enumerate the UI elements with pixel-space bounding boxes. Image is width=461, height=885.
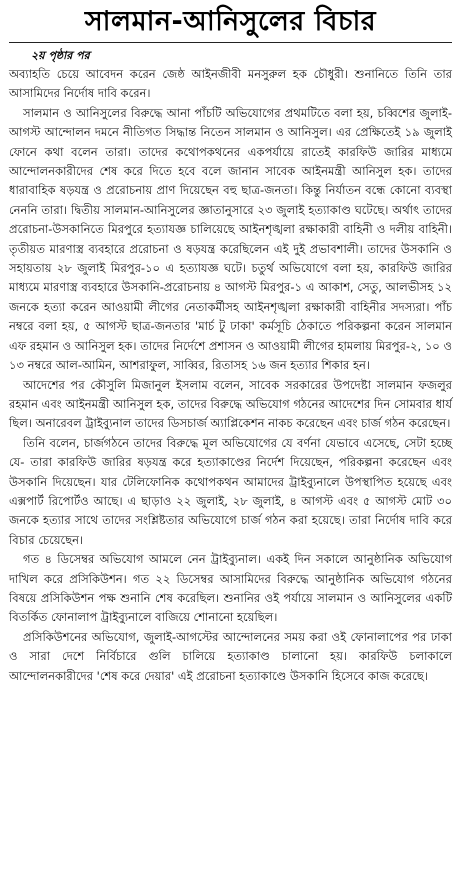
headline: সালমান-আনিসুলের বিচার — [84, 6, 377, 37]
paragraph-1: অব্যাহতি চেয়ে আবেদন করেন জেষ্ঠ আইনজীবী মনসুরুল হক চৌধুরী। শুনানিতে তিনি তার আসামিদের নির্দোষ দাবি করেন। — [9, 67, 452, 101]
paragraph-3: আদেশের পর কৌসুলি মিজানুল ইসলাম বলেন, সাবেক সরকারের উপদেষ্টা সালমান ফজলুর রহমান এবং আইনমন্ত্রী আনিসুল হক, তাদের বিরুদ্ধে অভিযোগ গঠনের আদেশের দিন সোমবার ধার্য ছিল। অনারেবল ট্রাইব্যুনাল তাদের ডিসচার্জ অ্যাপ্লিকেশন নাকচ করেছেন এবং চার্জ গঠন করেছেন। — [9, 377, 452, 431]
headline-divider — [9, 42, 452, 43]
paragraph-2: সালমান ও আনিসুলের বিরুদ্ধে আনা পাঁচটি অভিযোগের প্রথমটিতে বলা হয়, চব্বিশের জুলাই-আগস্ট আন্দোলন দমনে নীতিগত সিদ্ধান্ত নিতেন সালমান ও আনিসুল। এর প্রেক্ষিতেই ১৯ জুলাই ফোনে কথা বলেন তারা। তাদের কথোপকথনের একপর্যায়ে রাতেই কারফিউ জারির মাধ্যমে আন্দোলনকারীদের শেষ করে দিতে হবে বলে জানান সাবেক আইনমন্ত্রী আনিসুল হক। তাদের ধারাবাহিক ষড়যন্ত্র ও প্ররোচনায় প্রাণ দিয়েছেন বহু ছাত্র-জনতা। কিন্তু নির্যাতন বন্ধে কোনো ব্যবস্থা নেননি তারা। দ্বিতীয় সালমান-আনিসুলের জ্ঞাতানুসারে ২৩ জুলাই হত্যাকাণ্ড ঘটেছে। অর্থাৎ তাদের প্ররোচনা-উসকানিতে মিরপুরে হত্যাযজ্ঞ চালিয়েছে আইনশৃঙ্খলা রক্ষাকারী বাহিনী ও দলীয় বাহিনী। তৃতীয়ত মারণাস্ত্র ব্যবহারে প্ররোচনা ও ষড়যন্ত্র করেছিলেন এই দুই প্রভাবশালী। তাদের উসকানি ও সহায়তায় ২৮ জুলাই মিরপুর-১০ এ হত্যাযজ্ঞ ঘটে। চতুর্থ অভিযোগে বলা হয়, কারফিউ জারির মাধ্যমে মারণাস্ত্র ব্যবহারে উসকানি-প্ররোচনায় ৪ আগস্ট মিরপুর-১ এ আকাশ, সেতু, আলভীসহ ১২ জনকে হত্যা করেন আওয়ামী লীগের নেতাকর্মীসহ আইনশৃঙ্খলা রক্ষাকারী বাহিনীর সদস্যরা। পাঁচ নম্বরে বলা হয়, ৫ আগস্ট ছাত্র-জনতার 'মার্চ টু ঢাকা' কর্মসূচি ঠেকাতে পরিকল্পনা করেন সালমান এফ রহমান ও আনিসুল হক। তাদের নির্দেশে প্রশাসন ও আওয়ামী লীগের হামলায় মিরপুর-২, ১০ ও ১৩ নম্বরে আল-আমিন, আশরাফুল, সাব্বির, রিতাসহ ১৬ জন হত্যার শিকার হন। — [9, 105, 452, 373]
paragraph-6: প্রসিকিউশনের অভিযোগ, জুলাই-আগস্টের আন্দোলনের সময় করা ওই ফোনালাপের পর ঢাকা ও সারা দেশে নির্বিচারে গুলি চালিয়ে হত্যাকাণ্ড চালানো হয়। কারফিউ চলাকালে আন্দোলনকারীদের 'শেষ করে দেয়ার' এই প্ররোচনা হত্যাকাণ্ডে উসকানি হিসেবে কাজ করেছে। — [9, 629, 452, 683]
paragraph-4: তিনি বলেন, চার্জগঠনে তাদের বিরুদ্ধে মূল অভিযোগের যে বর্ণনা যেভাবে এসেছে, সেটা হচ্ছে যে- তারা কারফিউ জারির ষড়যন্ত্র করে হত্যাকাণ্ডের নির্দেশ দিয়েছেন, পরিকল্পনা করেছেন এবং উসকানি দিয়েছেন। যার টেলিফোনিক কথোপকথন আমাদের ট্রাইব্যুনালে উপস্থাপিত হয়েছে এবং এক্সপার্ট রিপোর্টও আছে। এ ছাড়াও ২২ জুলাই, ২৮ জুলাই, ৪ আগস্ট এবং ৫ আগস্ট মোট ৩০ জনকে হত্যার সাথে তাদের সংশ্লিষ্টতার অভিযোগে চার্জ গঠন করা হয়েছে। তারা নির্দোষ দাবি করে বিচার চেয়েছেন। — [9, 435, 452, 547]
continued-from-label: ২য় পৃষ্ঠার পর — [31, 49, 90, 62]
paragraph-5: গত ৪ ডিসেম্বর অভিযোগ আমলে নেন ট্রাইব্যুনাল। একই দিন সকালে আনুষ্ঠানিক অভিযোগ দাখিল করে প্রসিকিউশন। গত ২২ ডিসেম্বর আসামিদের বিরুদ্ধে আনুষ্ঠানিক অভিযোগ গঠনের বিষয়ে প্রসিকিউশন পক্ষ শুনানি শেষ করেছিল। শুনানির ওই পর্যায়ে সালমান ও আনিসুলের একটি বিতর্কিত ফোনালাপ ট্রাইব্যুনালে বাজিয়ে শোনানো হয়েছিল। — [9, 552, 452, 625]
article-body — [9, 65, 452, 686]
